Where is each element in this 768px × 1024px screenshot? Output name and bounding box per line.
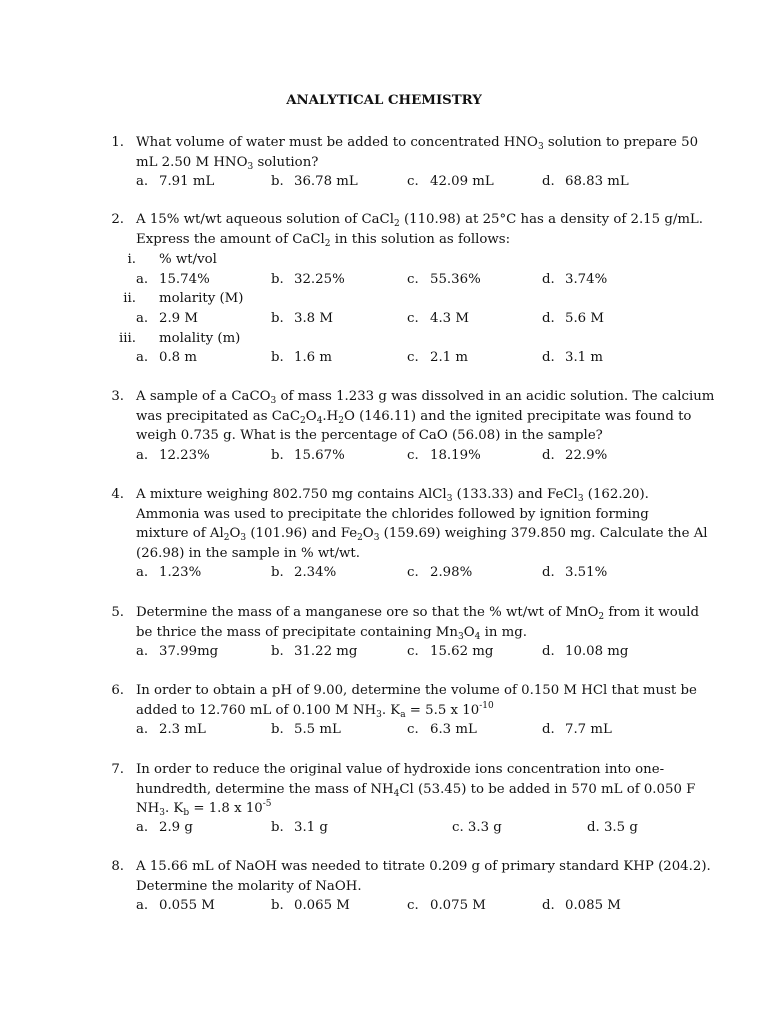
option-letter: d.: [542, 310, 555, 326]
text-run: of mass 1.233 g was dissolved in an acidic solution. The calcium: [276, 389, 715, 404]
answer-option: [587, 818, 638, 838]
subscript: 3: [446, 494, 453, 504]
text-run: in this solution as follows:: [330, 231, 511, 247]
text-run: be thrice the mass of precipitate containing Mn: [136, 624, 458, 640]
answer-option: [542, 172, 629, 192]
subscript: 2: [338, 415, 344, 426]
option-letter: a.: [136, 565, 149, 580]
question-number: 6.: [111, 683, 124, 698]
text-run: solution to prepare 50: [543, 135, 699, 150]
option-text: 6.3 mL: [430, 722, 477, 737]
text-run: . K: [381, 702, 401, 718]
answer-option: [407, 309, 469, 329]
text-run: Determine the molarity of NaOH.: [136, 878, 362, 894]
question-text-line: [136, 701, 494, 723]
page-title: ANALYTICAL CHEMISTRY: [286, 93, 482, 108]
option-text: 3.74%: [565, 271, 608, 287]
option-letter: b.: [271, 174, 284, 189]
question-number: 2.: [111, 212, 124, 227]
question-text-line: [136, 524, 708, 546]
option-text: 18.19%: [430, 448, 481, 463]
text-run: Ammonia was used to precipitate the chlorides followed by ignition forming: [136, 506, 649, 522]
subscript: b: [183, 808, 190, 819]
option-text: 36.78 mL: [294, 174, 358, 189]
question-text-line: [136, 407, 691, 429]
answer-option: [271, 720, 341, 740]
sub-question-label: molality (m): [159, 330, 241, 346]
question-number: 5.: [111, 605, 124, 620]
answer-option: [136, 309, 198, 329]
option-text: 2.3 mL: [159, 722, 206, 737]
text-run: mixture of Al: [136, 526, 224, 542]
text-run: from it would: [604, 605, 700, 620]
answer-option: [136, 563, 201, 583]
answer-option: [136, 270, 210, 290]
option-text: 0.085 M: [565, 898, 621, 913]
option-text: 0.055 M: [159, 898, 215, 913]
option-text: 0.065 M: [294, 898, 350, 913]
option-text: 0.8 m: [159, 350, 197, 366]
option-letter: d.: [542, 174, 555, 189]
option-text: 31.22 mg: [294, 644, 358, 659]
option-text: 15.74%: [159, 271, 210, 287]
text-run: A mixture weighing 802.750 mg contains AlCl: [136, 487, 447, 502]
subscript: 3: [537, 142, 544, 152]
option-text: 3.1 m: [565, 350, 603, 366]
subscript: 3: [247, 161, 254, 172]
answer-option: [407, 172, 494, 192]
text-run: A 15% wt/wt aqueous solution of CaCl: [136, 212, 394, 227]
option-text: c. 3.3 g: [452, 820, 502, 835]
option-text: 55.36%: [430, 271, 481, 287]
option-letter: b.: [271, 350, 284, 366]
superscript: -10: [479, 700, 494, 711]
answer-option: [271, 818, 328, 838]
subscript: 3: [376, 709, 382, 720]
text-run: . K: [164, 801, 184, 817]
option-letter: b.: [271, 898, 284, 913]
text-run: O: [463, 624, 475, 640]
text-run: in mg.: [480, 624, 527, 640]
option-text: 7.91 mL: [159, 174, 215, 189]
question-text-line: [136, 485, 649, 507]
subscript: 3: [457, 631, 464, 642]
sub-question-label: molarity (M): [159, 291, 244, 307]
text-run: Cl (53.45) to be added in 570 mL of 0.050 F: [399, 781, 696, 797]
option-letter: d.: [542, 448, 555, 463]
option-letter: c.: [407, 644, 419, 659]
question-text-line: [136, 603, 699, 625]
answer-option: [407, 270, 481, 290]
answer-option: [407, 720, 477, 740]
answer-option: [542, 309, 604, 329]
subscript: 3: [270, 396, 277, 406]
sub-question-numeral: i.: [127, 252, 136, 267]
option-letter: c.: [407, 350, 419, 366]
question-number: 3.: [111, 389, 124, 404]
question-text-line: [136, 681, 697, 701]
option-letter: c.: [407, 898, 419, 913]
subscript: 4: [316, 415, 323, 426]
text-run: (26.98) in the sample in % wt/wt.: [136, 545, 360, 561]
option-text: 2.9 g: [159, 820, 193, 835]
option-text: 2.34%: [294, 565, 337, 580]
option-letter: a.: [136, 898, 149, 913]
option-letter: a.: [136, 448, 149, 463]
superscript: -5: [262, 799, 272, 810]
answer-option: [542, 270, 607, 290]
answer-option: [136, 642, 218, 662]
answer-option: [136, 348, 197, 368]
answer-option: [271, 348, 332, 368]
text-run: added to 12.760 mL of 0.100 M NH: [136, 702, 377, 718]
subscript: 2: [598, 612, 605, 622]
text-run: In order to reduce the original value of hydroxide ions concentration into one-: [136, 762, 665, 777]
question-text-line: [136, 153, 318, 175]
subscript: 3: [240, 533, 247, 544]
question-text-line: [136, 760, 664, 780]
option-text: 22.9%: [565, 448, 608, 463]
option-text: 15.62 mg: [430, 644, 494, 659]
text-run: (133.33) and FeCl: [452, 487, 578, 502]
option-text: 37.99mg: [159, 644, 219, 659]
option-text: 2.9 M: [159, 310, 198, 326]
subscript: 2: [393, 219, 400, 229]
text-run: was precipitated as CaC: [136, 408, 301, 424]
option-text: 32.25%: [294, 271, 345, 287]
answer-option: [136, 446, 210, 466]
question-text-line: [136, 857, 711, 877]
option-letter: a.: [136, 174, 149, 189]
question-number: 4.: [111, 487, 124, 502]
option-text: 7.7 mL: [565, 722, 612, 737]
question-text-line: [136, 544, 360, 564]
option-letter: a.: [136, 820, 149, 835]
text-run: (162.20).: [583, 487, 649, 502]
text-run: What volume of water must be added to concentrated HNO: [136, 135, 538, 150]
question-text-line: [136, 210, 703, 232]
text-run: hundredth, determine the mass of NH: [136, 781, 394, 797]
text-run: O: [305, 408, 317, 424]
option-letter: b.: [271, 271, 284, 287]
question-text-line: [136, 133, 698, 155]
subscript: 2: [300, 415, 306, 426]
option-letter: a.: [136, 722, 149, 737]
sub-question-label: % wt/vol: [159, 252, 217, 267]
answer-option: [271, 563, 336, 583]
subscript: 2: [324, 238, 331, 249]
text-run: Determine the mass of a manganese ore so that the % wt/wt of MnO: [136, 605, 599, 620]
text-run: A 15.66 mL of NaOH was needed to titrate 0.209 g of primary standard KHP (204.2).: [136, 859, 711, 874]
subscript: 3: [373, 533, 380, 544]
option-text: 5.5 mL: [294, 722, 341, 737]
sub-question-numeral: iii.: [119, 330, 136, 346]
text-run: O: [362, 526, 374, 542]
text-run: solution?: [253, 154, 319, 170]
question-number: 1.: [111, 135, 124, 150]
question-text-line: [136, 780, 695, 802]
option-letter: b.: [271, 722, 284, 737]
answer-option: [271, 446, 345, 466]
option-letter: b.: [271, 448, 284, 463]
text-run: NH: [136, 801, 160, 817]
option-letter: d.: [542, 565, 555, 580]
question-number: 7.: [111, 762, 124, 777]
text-run: (159.69) weighing 379.850 mg. Calculate the Al: [379, 526, 708, 542]
text-run: .H: [322, 408, 339, 424]
question-number: 8.: [111, 859, 124, 874]
answer-option: [407, 642, 493, 662]
option-letter: c.: [407, 174, 419, 189]
answer-option: [136, 818, 193, 838]
option-text: 1.6 m: [294, 350, 332, 366]
option-letter: b.: [271, 565, 284, 580]
option-text: 42.09 mL: [430, 174, 494, 189]
option-letter: a.: [136, 310, 149, 326]
option-letter: d.: [542, 271, 555, 287]
option-letter: b.: [271, 820, 284, 835]
option-letter: a.: [136, 350, 149, 366]
subscript: a: [400, 709, 406, 720]
question-text-line: [136, 387, 714, 409]
option-letter: c.: [407, 722, 419, 737]
answer-option: [271, 642, 357, 662]
text-run: O: [229, 526, 241, 542]
text-run: In order to obtain a pH of 9.00, determine the volume of 0.150 M HCl that must be: [136, 683, 697, 698]
answer-option: [452, 818, 502, 838]
option-letter: c.: [407, 310, 419, 326]
question-text-line: [136, 623, 527, 645]
answer-option: [407, 896, 486, 916]
option-letter: a.: [136, 271, 149, 287]
question-text-line: [136, 877, 362, 897]
text-run: = 1.8 x 10: [189, 801, 263, 817]
subscript: 4: [393, 788, 400, 799]
option-letter: d.: [542, 722, 555, 737]
subscript: 3: [159, 808, 165, 819]
text-run: A sample of a CaCO: [136, 389, 271, 404]
option-text: d. 3.5 g: [587, 820, 638, 835]
option-letter: c.: [407, 271, 419, 287]
option-letter: d.: [542, 644, 555, 659]
option-text: 3.51%: [565, 565, 608, 580]
question-text-line: [136, 426, 603, 446]
answer-option: [136, 720, 206, 740]
text-run: (101.96) and Fe: [246, 526, 358, 542]
option-text: 3.1 g: [294, 820, 328, 835]
answer-option: [407, 563, 472, 583]
answer-option: [407, 348, 468, 368]
option-text: 12.23%: [159, 448, 210, 463]
answer-option: [542, 563, 607, 583]
option-text: 1.23%: [159, 565, 202, 580]
text-run: (110.98) at 25°C has a density of 2.15 g/mL.: [399, 212, 703, 227]
answer-option: [271, 172, 358, 192]
option-letter: c.: [407, 565, 419, 580]
question-text-line: [136, 230, 510, 252]
text-run: weigh 0.735 g. What is the percentage of CaO (56.08) in the sample?: [136, 428, 603, 444]
sub-question-numeral: ii.: [123, 291, 136, 307]
text-run: Express the amount of CaCl: [136, 231, 325, 247]
subscript: 3: [577, 494, 584, 504]
option-text: 68.83 mL: [565, 174, 629, 189]
answer-option: [542, 446, 607, 466]
answer-option: [407, 446, 481, 466]
subscript: 4: [474, 631, 481, 642]
option-letter: d.: [542, 898, 555, 913]
option-text: 2.98%: [430, 565, 473, 580]
answer-option: [542, 720, 612, 740]
option-letter: d.: [542, 350, 555, 366]
answer-option: [542, 348, 603, 368]
question-text-line: [136, 505, 649, 525]
answer-option: [542, 642, 628, 662]
option-text: 10.08 mg: [565, 644, 629, 659]
option-letter: b.: [271, 644, 284, 659]
answer-option: [542, 896, 621, 916]
text-run: mL 2.50 M HNO: [136, 154, 248, 170]
text-run: O (146.11) and the ignited precipitate was found to: [343, 408, 692, 424]
option-text: 4.3 M: [430, 310, 469, 326]
option-letter: a.: [136, 644, 149, 659]
answer-option: [136, 172, 214, 192]
answer-option: [271, 270, 345, 290]
answer-option: [271, 309, 333, 329]
subscript: 2: [357, 533, 363, 544]
text-run: = 5.5 x 10: [405, 702, 480, 718]
answer-option: [271, 896, 350, 916]
option-letter: b.: [271, 310, 284, 326]
option-text: 0.075 M: [430, 898, 486, 913]
option-text: 3.8 M: [294, 310, 333, 326]
option-text: 2.1 m: [430, 350, 468, 366]
answer-option: [136, 896, 215, 916]
option-text: 15.67%: [294, 448, 345, 463]
subscript: 2: [223, 533, 230, 544]
option-letter: c.: [407, 448, 419, 463]
option-text: 5.6 M: [565, 310, 604, 326]
